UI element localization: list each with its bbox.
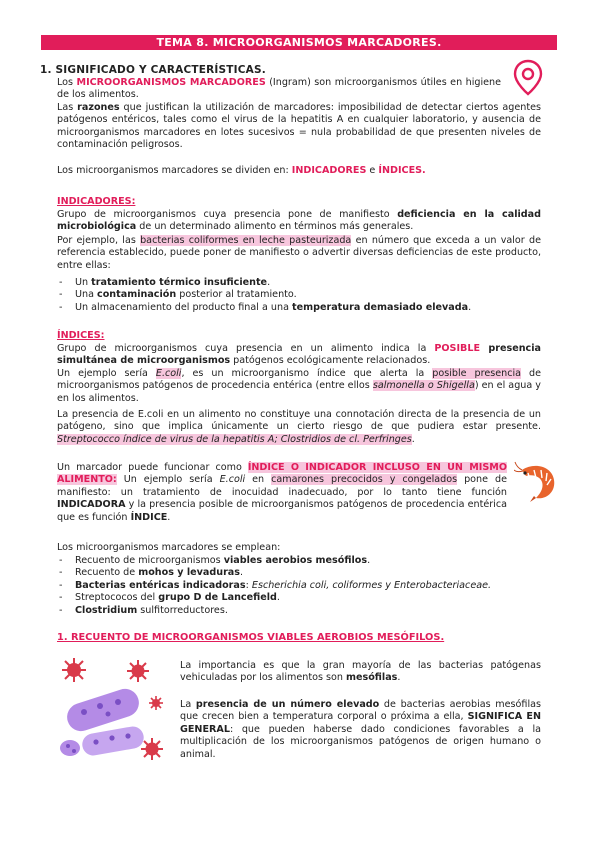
list-item: - Una contaminación posterior al tratamiento. [57,289,541,301]
list-item: - Recuento de microorganismos viables aerobios mesófilos. [57,555,541,567]
razones-paragraph: Las razones que justifican la utilización de marcadores: imposibilidad de detectar ciertos agentes patógenos entéricos, tales como el virus de la hepatitis A en cualquier laboratorio, y ausencia de microorganismos marcadores en lotes sucesivos = nula probabilidad de que presenten niveles de contaminación peligrosos. [57,102,541,151]
page-title: TEMA 8. MICROORGANISMOS MARCADORES. [41,35,557,50]
indicadores-list [57,277,541,314]
term-microorganismos-marcadores: MICROORGANISMOS MARCADORES [76,77,266,88]
indicadores-heading: INDICADORES: [57,196,136,207]
indicadores-example: Por ejemplo, las bacterias coliformes en leche pasteurizada en número que exceda a un valor de referencia establecido, puede poner de manifiesto o advertir diversas deficiencias de este producto, entre ellas: [57,235,541,271]
division-paragraph: Los microorganismos marcadores se dividen en: INDICADORES e ÍNDICES. [57,165,426,176]
empleo-list [57,555,541,617]
list-item: - Streptococos del grupo D de Lancefield. [57,592,541,604]
section-1-heading: 1. SIGNIFICADO Y CARACTERÍSTICAS. [40,64,266,76]
indices-heading: ÍNDICES: [57,330,105,341]
shrimp-icon [514,460,560,504]
list-item: - Recuento de mohos y levaduras. [57,567,541,579]
list-item: - Bacterias entéricas indicadoras: Escherichia coli, coliformes y Enterobacteriaceae. [57,580,541,592]
marcador-paragraph: Un marcador puede funcionar como ÍNDICE O INDICADOR INCLUSO EN UN MISMO ALIMENTO: Un ejemplo sería E.coli en camarones precocidos y congelados pone de manifiesto: un tratamiento de inocuidad inadecuado, por lo tanto tiene función INDICADORA y la presencia posible de microorganismos patógenos de procedencia entérica que es función ÍNDICE. [57,462,507,523]
microbes-illustration [56,656,172,764]
mesofilos-significance: La presencia de un número elevado de bacterias aerobias mesófilas que crecen bien a temperatura corporal o próxima a ella, SIGNIFICA EN GENERAL: que pueden haberse dado condiciones favorables a la multiplicación de los microorganismos patógenos de origen humano o animal. [180,699,541,760]
intro-paragraph: Los MICROORGANISMOS MARCADORES (Ingram) son microorganismos útiles en higiene de los alimentos. [57,77,501,101]
indices-definition: Grupo de microorganismos cuya presencia en un alimento indica la POSIBLE presencia simultánea de microorganismos patógenos ecológicamente relacionados. [57,343,541,367]
list-item: - Clostridium sulfitorreductores. [57,605,541,617]
section-2-heading: 1. RECUENTO DE MICROORGANISMOS VIABLES AEROBIOS MESÓFILOS. [57,632,445,643]
indices-note: La presencia de E.coli en un alimento no constituye una connotación directa de la presencia de un patógeno, sino que implica únicamente un cierto riesgo de que pudiera estar presente. Streptococco índice de virus de la hepatitis A; Clostridios de cl. Perfringes. [57,409,541,445]
indicadores-definition: Grupo de microorganismos cuya presencia pone de manifiesto deficiencia en la calidad microbiológica de un determinado alimento en términos más generales. [57,209,541,233]
empleo-intro: Los microorganismos marcadores se emplean: [57,542,281,553]
list-item: - Un almacenamiento del producto final a una temperatura demasiado elevada. [57,302,541,314]
mesofilos-importance: La importancia es que la gran mayoría de las bacterias patógenas vehiculadas por los alimentos son mesófilas. [180,660,541,684]
indices-example: Un ejemplo sería E.coli, es un microorganismo índice que alerta la posible presencia de microorganismos patógenos de procedencia entérica (entre ellos salmonella o Shigella) en el agua y en los alimentos. [57,368,542,404]
location-pin-icon [510,58,546,98]
list-item: - Un tratamiento térmico insuficiente. [57,277,541,289]
